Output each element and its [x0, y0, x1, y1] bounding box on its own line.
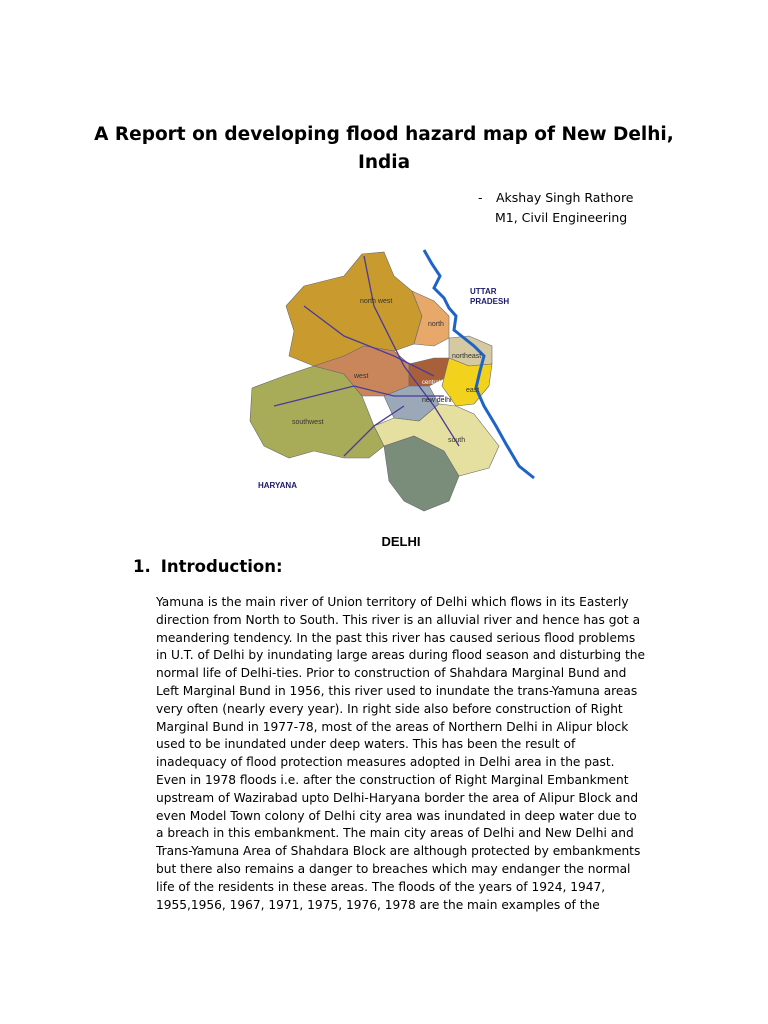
map-label-north-east: northeast: [452, 353, 482, 360]
map-label-south-west: southwest: [292, 419, 324, 426]
body-line: in U.T. of Delhi by inundating large areas during flood season and disturbing the: [156, 648, 646, 663]
title-line-2: India: [357, 152, 411, 173]
body-line: Marginal Bund in 1977-78, most of the areas of Northern Delhi in Alipur block: [156, 719, 629, 734]
body-line: normal life of Delhi-ties. Prior to construction of Shahdara Marginal Bund and: [156, 666, 627, 681]
document-title: [60, 121, 708, 177]
map-label-central: central: [422, 380, 441, 386]
map-label-uttar: UTTAR: [470, 287, 497, 296]
body-line: Even in 1978 floods i.e. after the construction of Right Marginal Embankment: [156, 772, 629, 787]
map-label-east: east: [466, 387, 480, 394]
author-department: M1, Civil Engineering: [495, 210, 628, 225]
map-label-new-delhi: new delhi: [422, 397, 452, 404]
map-label-north-west: north west: [360, 298, 393, 305]
body-line: used to be inundated under deep waters. This has been the result of: [156, 737, 576, 752]
body-line: but there also remains a danger to breaches which may endanger the normal: [156, 861, 631, 876]
section-heading: [133, 557, 283, 576]
body-line: very often (nearly every year). In right side also before construction of Right: [156, 701, 623, 716]
body-paragraph: [156, 594, 666, 914]
body-line: 1955,1956, 1967, 1971, 1975, 1976, 1978 are the main examples of the: [156, 897, 600, 912]
body-line: Left Marginal Bund in 1956, this river used to inundate the trans-Yamuna areas: [156, 683, 638, 698]
map-caption: DELHI: [381, 534, 421, 549]
title-line-1: A Report on developing flood hazard map of New Delhi,: [94, 124, 674, 145]
author-name: Akshay Singh Rathore: [495, 190, 634, 205]
map-region-north-west: [286, 252, 422, 366]
author-dash: -: [478, 190, 483, 205]
body-line: inadequacy of flood protection measures adopted in Delhi area in the past.: [156, 755, 615, 770]
map-label-north: north: [428, 321, 444, 328]
map-label-pradesh: PRADESH: [470, 297, 510, 306]
body-line: meandering tendency. In the past this river has caused serious flood problems: [156, 630, 636, 645]
body-line: Yamuna is the main river of Union territory of Delhi which flows in its Easterly: [156, 595, 629, 609]
body-line: a breach in this embankment. The main city areas of Delhi and New Delhi and: [156, 826, 634, 841]
body-line: even Model Town colony of Delhi city area was inundated in deep water due to: [156, 808, 637, 823]
body-line: life of the residents in these areas. The floods of the years of 1924, 1947,: [156, 879, 606, 894]
body-line: upstream of Wazirabad upto Delhi-Haryana border the area of Alipur Block and: [156, 790, 639, 805]
section-number: 1.: [133, 557, 151, 576]
delhi-district-map: [244, 246, 540, 518]
author-block: [478, 188, 634, 228]
body-line: Trans-Yamuna Area of Shahdara Block are although protected by embankments: [156, 844, 641, 859]
map-label-haryana: HARYANA: [258, 481, 297, 490]
map-label-south: south: [448, 437, 466, 444]
body-line: direction from North to South. This river is an alluvial river and hence has got a: [156, 612, 641, 627]
map-label-west: west: [354, 373, 369, 380]
section-title: Introduction:: [160, 557, 283, 576]
